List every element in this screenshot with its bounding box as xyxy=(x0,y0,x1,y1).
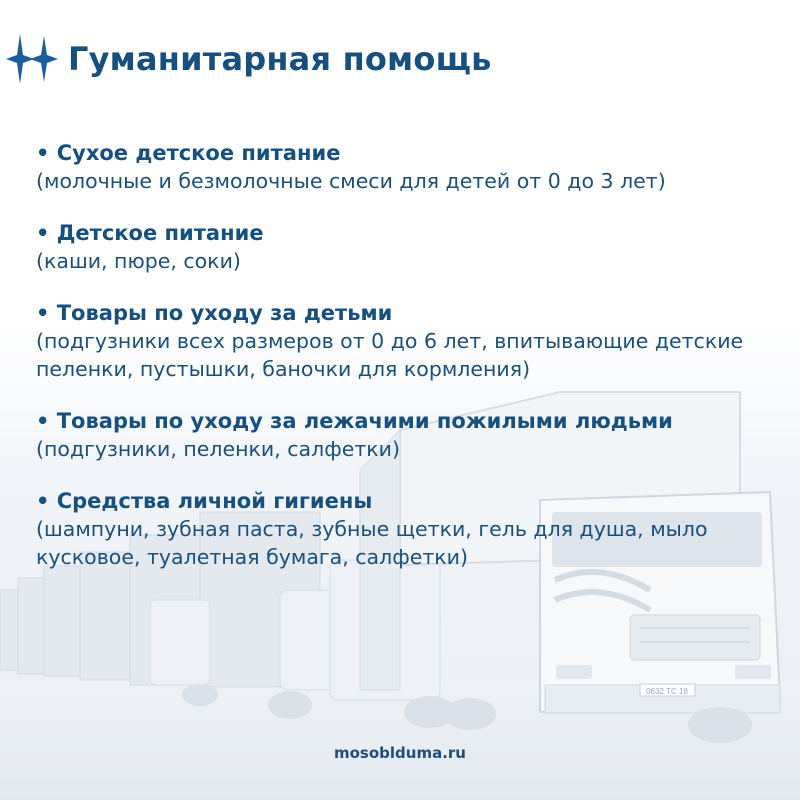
aid-list xyxy=(36,139,776,595)
truck-plate: 0632 ТС 18 xyxy=(646,687,688,696)
item-detail: (шампуни, зубная паста, зубные щетки, гель для душа, мыло кусковое, туалетная бумага, салфетки) xyxy=(36,517,708,569)
list-item xyxy=(36,407,776,463)
page-title: Гуманитарная помощь xyxy=(68,40,492,78)
item-heading: • Детское питание xyxy=(36,221,264,245)
diamond-star-logo-icon xyxy=(6,34,62,84)
item-heading: • Товары по уходу за лежачими пожилыми людьми xyxy=(36,409,673,433)
item-heading: • Сухое детское питание xyxy=(36,141,341,165)
item-detail: (каши, пюре, соки) xyxy=(36,249,241,273)
website-link[interactable]: mosoblduma.ru xyxy=(334,744,466,762)
list-item xyxy=(36,219,776,275)
item-heading: • Средства личной гигиены xyxy=(36,489,373,513)
list-item xyxy=(36,299,776,383)
list-item xyxy=(36,487,776,571)
list-item xyxy=(36,139,776,195)
item-detail: (подгузники всех размеров от 0 до 6 лет, впитывающие детские пеленки, пустышки, баночки для кормления) xyxy=(36,329,744,381)
item-detail: (молочные и безмолочные смеси для детей от 0 до 3 лет) xyxy=(36,169,666,193)
item-detail: (подгузники, пеленки, салфетки) xyxy=(36,437,400,461)
item-heading: • Товары по уходу за детьми xyxy=(36,301,393,325)
